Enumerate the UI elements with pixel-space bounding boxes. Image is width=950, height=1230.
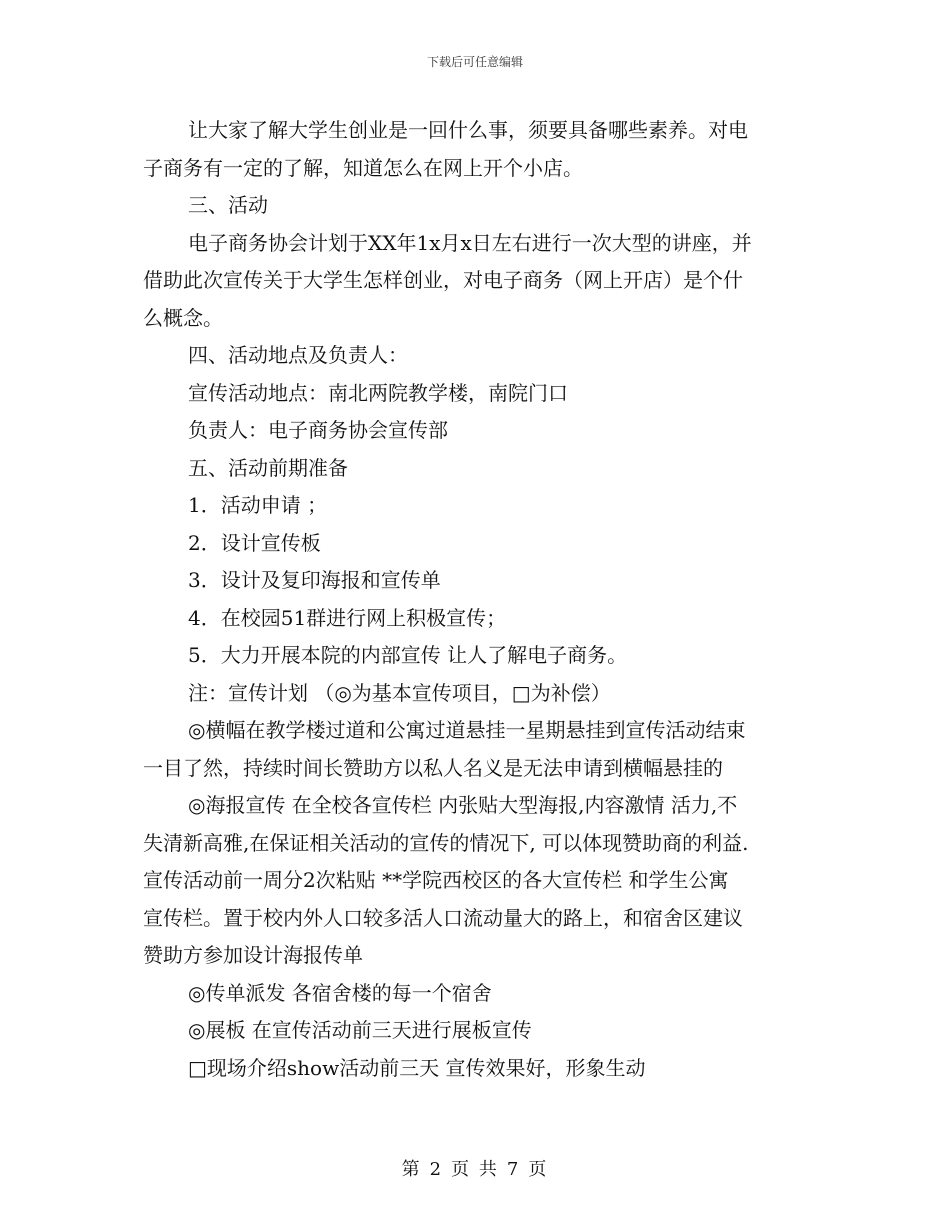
paragraph-line: 宣传活动地点：南北两院教学楼，南院门口 xyxy=(188,380,568,405)
section-heading: 四、活动地点及负责人： xyxy=(188,343,408,367)
page-number: 2 xyxy=(429,1159,444,1180)
paragraph-line: 赞助方参加设计海报传单 xyxy=(143,943,363,967)
list-item: 4．在校园51群进行网上积极宣传； xyxy=(188,605,507,630)
page-footer xyxy=(0,1155,950,1181)
list-item: 3．设计及复印海报和宣传单 xyxy=(188,568,441,592)
paragraph-line: 么概念。 xyxy=(143,305,223,330)
page-header: 下载后可任意编辑 xyxy=(426,55,523,69)
paragraph-line: ◎传单派发 各宿舍楼的每一个宿舍 xyxy=(188,980,492,1005)
paragraph-line: ◎展板 在宣传活动前三天进行展板宣传 xyxy=(188,1018,532,1042)
paragraph-line: 子商务有一定的了解，知道怎么在网上开个小店。 xyxy=(143,155,583,180)
section-heading: 五、活动前期准备 xyxy=(188,455,348,480)
paragraph-line: 失清新高雅,在保证相关活动的宣传的情况下, 可以体现赞助商的利益. xyxy=(143,830,749,855)
paragraph-line: 借助此次宣传关于大学生怎样创业，对电子商务（网上开店）是个什 xyxy=(143,268,743,292)
footer-middle: 页 共 xyxy=(451,1159,499,1180)
page-total: 7 xyxy=(506,1159,521,1180)
paragraph-line: 电子商务协会计划于XX年1x月x日左右进行一次大型的讲座，并 xyxy=(188,230,752,255)
paragraph-line: □现场介绍show活动前三天 宣传效果好，形象生动 xyxy=(188,1055,646,1080)
footer-prefix: 第 xyxy=(401,1159,422,1180)
paragraph-line: 宣传活动前一周分2次粘贴 **学院西校区的各大宣传栏 和学生公寓 xyxy=(143,868,729,892)
paragraph-line: ◎横幅在教学楼过道和公寓过道悬挂一星期悬挂到宣传活动结束 xyxy=(188,718,746,742)
paragraph-line: 让大家了解大学生创业是一回什么事，须要具备哪些素养。对电 xyxy=(188,118,748,142)
footer-suffix: 页 xyxy=(528,1159,549,1180)
list-item: 5．大力开展本院的内部宣传 让人了解电子商务。 xyxy=(188,643,628,667)
paragraph-line: 一目了然，持续时间长赞助方以私人名义是无法申请到横幅悬挂的 xyxy=(143,755,723,780)
paragraph-line: 宣传栏。置于校内外人口较多活人口流动量大的路上，和宿舍区建议 xyxy=(143,905,743,930)
paragraph-line: ◎海报宣传 在全校各宣传栏 内张贴大型海报,内容激情 活力,不 xyxy=(188,793,738,817)
paragraph-line: 负责人：电子商务协会宣传部 xyxy=(188,418,448,442)
section-heading: 三、活动 xyxy=(188,193,268,217)
list-item: 1．活动申请 ； xyxy=(188,493,328,517)
note-line: 注：宣传计划 （◎为基本宣传项目，□为补偿） xyxy=(188,680,611,705)
list-item: 2．设计宣传板 xyxy=(188,530,321,555)
document-body xyxy=(143,112,813,1087)
